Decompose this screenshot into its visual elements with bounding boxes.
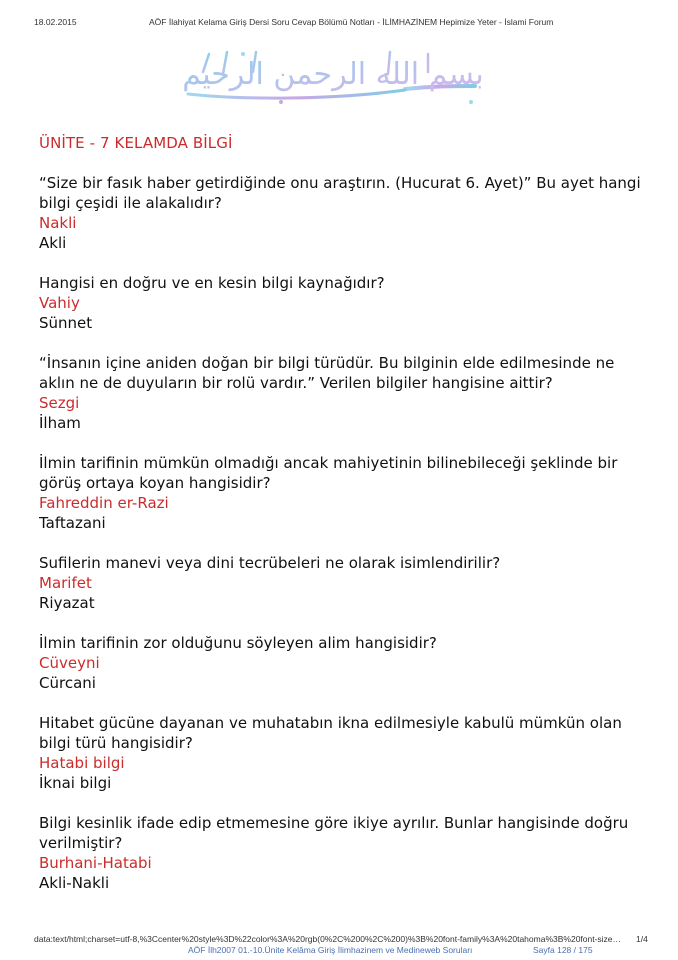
document-title: AÖF İlh2007 01.-10.Ünite Kelâma Giriş İlimhazinem ve Medineweb Soruları	[188, 945, 473, 955]
print-footer-url: data:text/html;charset=utf-8,%3Ccenter%20style%3D%22color%3A%20rgb(0%2C%200%2C%200)%3B%20font-family%3A%20tahoma%3B%20font-size…	[34, 934, 622, 944]
alternative-answer: Akli	[39, 234, 67, 252]
qa-item	[39, 173, 649, 253]
alternative-answer: Riyazat	[39, 594, 95, 612]
qa-item	[39, 353, 649, 433]
correct-answer: Sezgi	[39, 394, 80, 412]
question-text: “İnsanın içine aniden doğan bir bilgi türüdür. Bu bilginin elde edilmesinde ne aklın ne de duyuların bir rolü vardır.” Verilen bilgiler hangisine aittir?	[39, 354, 615, 392]
qa-item	[39, 273, 649, 333]
alternative-answer: Cürcani	[39, 674, 96, 692]
question-text: “Size bir fasık haber getirdiğinde onu araştırın. (Hucurat 6. Ayet)” Bu ayet hangi bilgi çeşidi ile alakalıdır?	[39, 174, 641, 212]
alternative-answer: Akli-Nakli	[39, 874, 110, 892]
correct-answer: Cüveyni	[39, 654, 100, 672]
correct-answer: Nakli	[39, 214, 77, 232]
question-text: İlmin tarifinin zor olduğunu söyleyen alim hangisidir?	[39, 634, 437, 652]
print-date: 18.02.2015	[34, 17, 77, 27]
question-text: Bilgi kesinlik ifade edip etmemesine göre ikiye ayrılır. Bunlar hangisinde doğru verilmiştir?	[39, 814, 629, 852]
correct-answer: Vahiy	[39, 294, 80, 312]
qa-item	[39, 713, 649, 793]
qa-item	[39, 553, 649, 613]
alternative-answer: Sünnet	[39, 314, 93, 332]
print-header	[34, 17, 644, 31]
qa-item	[39, 813, 649, 893]
print-page-number: 1/4	[636, 934, 648, 944]
correct-answer: Burhani-Hatabi	[39, 854, 152, 872]
correct-answer: Fahreddin er-Razi	[39, 494, 169, 512]
unit-title: ÜNİTE - 7 KELAMDA BİLGİ	[39, 134, 233, 152]
basmala-calligraphy-icon	[183, 42, 503, 110]
question-text: Hitabet gücüne dayanan ve muhatabın ikna edilmesiyle kabulü mümkün olan bilgi türü hangisidir?	[39, 714, 622, 752]
document-footer	[0, 945, 678, 959]
alternative-answer: Taftazani	[39, 514, 106, 532]
sheet-number: Sayfa 128 / 175	[533, 945, 593, 955]
question-text: İlmin tarifinin mümkün olmadığı ancak mahiyetinin bilinebileceği şeklinde bir görüş ortaya koyan hangisidir?	[39, 454, 618, 492]
qa-item	[39, 633, 649, 693]
print-page-title: AÖF İlahiyat Kelama Giriş Dersi Soru Cevap Bölümü Notları - İLİMHAZİNEM Hepimize Yeter - İslami Forum	[149, 17, 554, 27]
alternative-answer: İknai bilgi	[39, 774, 112, 792]
alternative-answer: İlham	[39, 414, 81, 432]
question-text: Sufilerin manevi veya dini tecrübeleri ne olarak isimlendirilir?	[39, 554, 501, 572]
correct-answer: Hatabi bilgi	[39, 754, 125, 772]
correct-answer: Marifet	[39, 574, 92, 592]
basmala-text: بسم الله الرحمن الرحيم	[183, 57, 484, 92]
qa-item	[39, 453, 649, 533]
forum-post-content	[39, 133, 649, 913]
question-text: Hangisi en doğru ve en kesin bilgi kaynağıdır?	[39, 274, 385, 292]
